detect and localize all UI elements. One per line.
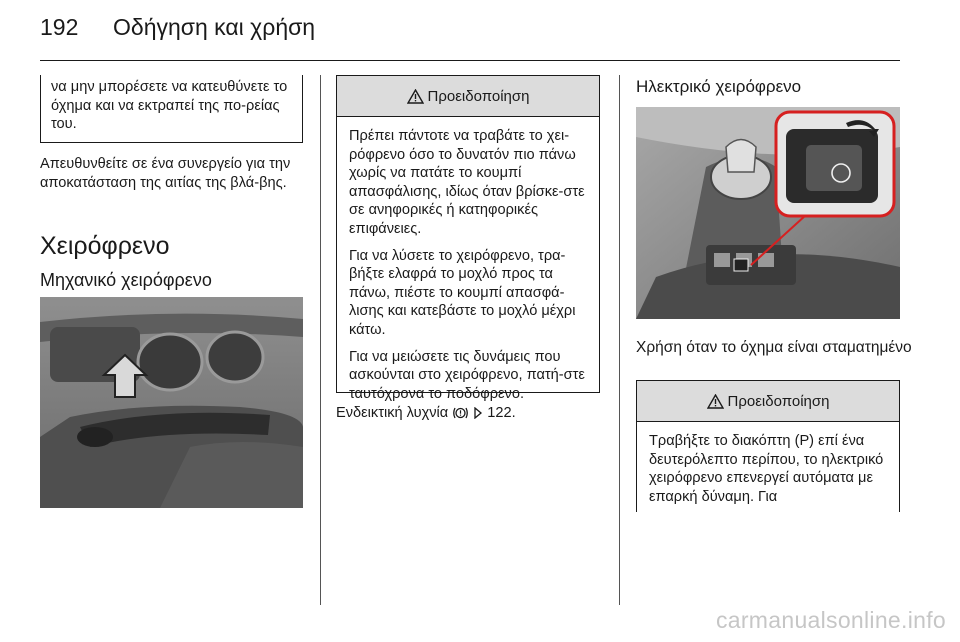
warning-triangle-icon — [707, 394, 724, 409]
warning-paragraph-1: Πρέπει πάντοτε να τραβάτε το χει-ρόφρενο όσο το δυνατόν πιο πάνω χωρίς να πατάτε το κουμπί απασφάλισης, ιδίως όταν βρίσκε-στε σε ανηφορικές ή κατηφορικές επιφάνειες. — [349, 128, 585, 237]
warning-title-electric: Προειδοποίηση — [727, 392, 830, 410]
warning-paragraph-2: Για να λύσετε το χειρόφρενο, τρα-βήξτε ελαφρά το μοχλό προς τα πάνω, πιέστε το κουμπί απασφά-λισης και κατεβάστε το μοχλό μέχρι κάτω. — [349, 247, 576, 338]
page-number: 192 — [40, 14, 79, 40]
page-reference-icon[interactable] — [473, 407, 483, 419]
header-rule — [40, 60, 900, 61]
mechanical-brake-heading: Μηχανικό χειρόφρενο — [40, 270, 212, 290]
indicator-label: Ενδεικτική λυχνία — [336, 405, 449, 421]
warning-paragraph-3: Για να μειώσετε τις δυνάμεις που ασκούνται στο χειρόφρενο, πατή-στε ταυτόχρονα το ποδόφρενο. — [349, 348, 585, 402]
warning-box-handbrake — [336, 75, 600, 402]
brake-indicator-icon — [452, 406, 469, 420]
handbrake-illustration — [40, 297, 303, 508]
column-divider-2 — [619, 75, 620, 605]
warning-header — [337, 76, 599, 117]
warning-header-electric — [637, 381, 899, 422]
electric-handbrake-photo — [636, 107, 900, 319]
stationary-use-heading: Χρήση όταν το όχημα είναι σταματημένο — [636, 339, 912, 356]
indicator-page-ref[interactable]: 122. — [487, 405, 516, 421]
electric-brake-illustration — [636, 107, 900, 319]
section-heading: Χειρόφρενο — [40, 232, 170, 260]
warning-continuation-text: να μην μπορέσετε να κατευθύνετε το όχημα και να εκτραπεί της πο-ρείας του. — [51, 79, 288, 133]
indicator-reference-line — [336, 404, 516, 423]
warning-box-continuation — [40, 75, 303, 143]
workshop-paragraph: Απευθυνθείτε σε ένα συνεργείο για την αποκατάσταση της αιτίας της βλά-βης. — [40, 156, 291, 191]
warning-box-electric — [636, 380, 900, 512]
warning-electric-text: Τραβήξτε το διακόπτη (P) επί ένα δευτερόλεπτο περίπου, το ηλεκτρικό χειρόφρενο επενεργεί αυτόματα με επαρκή δύναμη. Για — [649, 433, 884, 505]
page-title: Οδήγηση και χρήση — [113, 14, 316, 40]
warning-title: Προειδοποίηση — [427, 87, 530, 105]
watermark: carmanualsonline.info — [715, 607, 946, 633]
warning-body-electric — [637, 422, 899, 506]
mechanical-handbrake-photo — [40, 297, 303, 508]
column-divider-1 — [320, 75, 321, 605]
warning-triangle-icon — [407, 89, 424, 104]
electric-brake-heading: Ηλεκτρικό χειρόφρενο — [636, 77, 802, 96]
warning-body — [337, 117, 599, 403]
